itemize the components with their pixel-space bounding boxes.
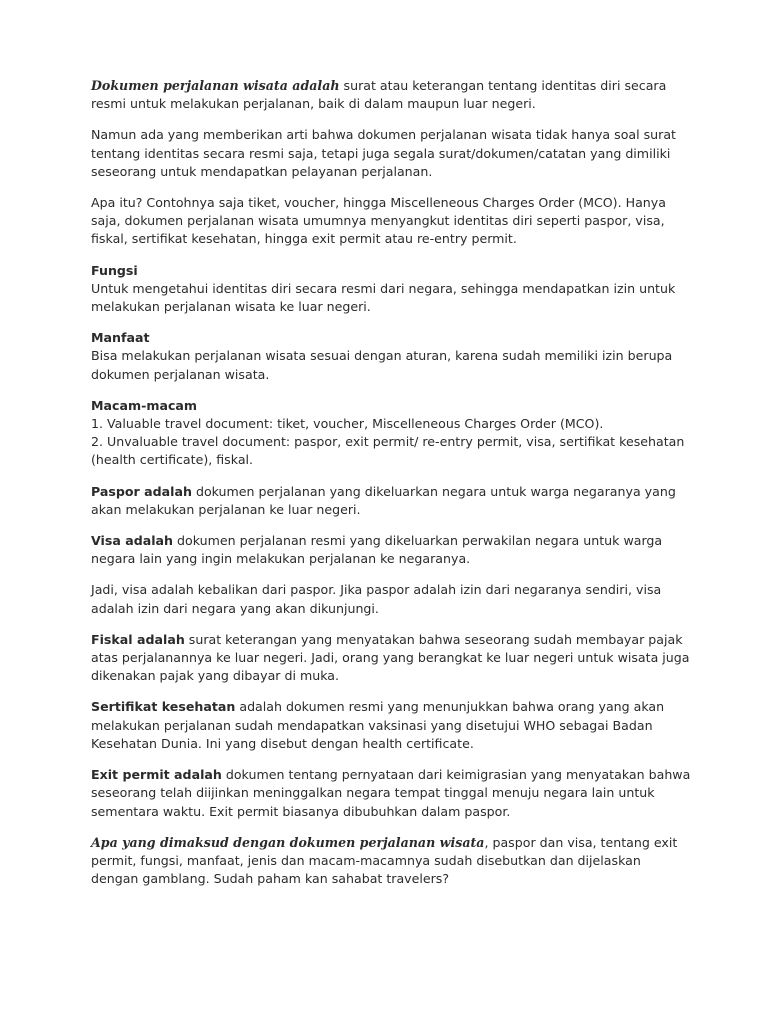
sertifikat-paragraph [91,698,691,753]
exit-permit-text: dokumen tentang pernyataan dari keimigrasian yang menyatakan bahwa seseorang telah diijinkan meninggalkan negara tempat tinggal menuju negara lain untuk sementara waktu. Exit permit biasanya dibubuhkan dalam paspor. [91,767,691,819]
closing-paragraph [91,834,691,889]
visa-text: dokumen perjalanan resmi yang dikeluarkan perwakilan negara untuk warga negara lain yang ingin melakukan perjalanan ke negaranya. [91,533,663,567]
visa-lead: Visa adalah [91,533,174,549]
macam-heading: Macam-macam [91,397,198,413]
fiskal-paragraph [91,631,691,686]
fiskal-lead: Fiskal adalah [91,631,185,647]
closing-lead: Apa yang dimaksud dengan dokumen perjalanan wisata [91,834,485,850]
sertifikat-lead: Sertifikat kesehatan [91,699,236,715]
intro-lead: Dokumen perjalanan wisata adalah [91,78,340,93]
visa-paragraph [91,532,691,568]
paspor-lead: Paspor adalah [91,483,192,499]
manfaat-heading: Manfaat [91,330,150,346]
exit-permit-paragraph [91,766,691,821]
fungsi-heading: Fungsi [91,262,138,278]
exit-permit-lead: Exit permit adalah [91,767,222,783]
intro-paragraph [91,77,691,113]
fiskal-text: surat keterangan yang menyatakan bahwa seseorang sudah membayar pajak atas perjalanannya ke luar negeri. Jadi, orang yang berangkat ke luar negeri untuk wisata juga dikenakan pajak yang dibayar di muka. [91,631,690,684]
sertifikat-text: adalah dokumen resmi yang menunjukkan bahwa orang yang akan melakukan perjalanan sudah mendapatkan vaksinasi yang disetujui WHO sebagai Badan Kesehatan Dunia. Ini yang disebut dengan health certificate. [91,699,665,751]
definition-paragraph: Namun ada yang memberikan arti bahwa dokumen perjalanan wisata tidak hanya soal surat tentang identitas secara resmi saja, tetapi juga segala surat/dokumen/catatan yang dimiliki seseorang untuk mendapatkan pelayanan perjalanan. [91,127,677,179]
fungsi-text: Untuk mengetahui identitas diri secara resmi dari negara, sehingga mendapatkan izin untuk melakukan perjalanan wisata ke luar negeri. [91,280,676,315]
intro-text: surat atau keterangan tentang identitas diri secara resmi untuk melakukan perjalanan, baik di dalam maupun luar negeri. [91,78,667,112]
macam-item: 1. Valuable travel document: tiket, voucher, Miscelleneous Charges Order (MCO). [91,416,604,432]
macam-item: 2. Unvaluable travel document: paspor, exit permit/ re-entry permit, visa, sertifikat kesehatan (health certificate), fiskal. [91,434,685,468]
paspor-text: dokumen perjalanan yang dikeluarkan negara untuk warga negaranya yang akan melakukan perjalanan ke luar negeri. [91,483,676,517]
article-body [91,77,691,888]
examples-paragraph: Apa itu? Contohnya saja tiket, voucher, hingga Miscelleneous Charges Order (MCO). Hanya saja, dokumen perjalanan wisata umumnya menyangkut identitas diri seperti paspor, visa, fiskal, sertifikat kesehatan, hingga exit permit atau re-entry permit. [91,195,666,247]
closing-text: , paspor dan visa, tentang exit permit, fungsi, manfaat, jenis dan macam-macamnya sudah disebutkan dan dijelaskan dengan gamblang. Sudah paham kan sahabat travelers? [91,834,678,887]
manfaat-text: Bisa melakukan perjalanan wisata sesuai dengan aturan, karena sudah memiliki izin berupa dokumen perjalanan wisata. [91,348,673,382]
jadi-paragraph: Jadi, visa adalah kebalikan dari paspor. Jika paspor adalah izin dari negaranya sendiri, visa adalah izin dari negara yang akan dikunjungi. [91,582,662,616]
paspor-paragraph [91,483,691,519]
